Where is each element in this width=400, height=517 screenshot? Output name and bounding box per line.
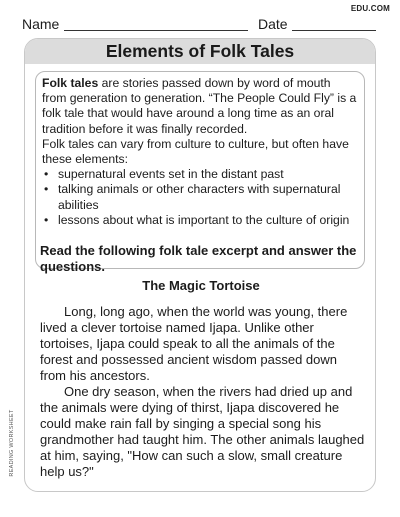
- info-box: [35, 71, 365, 269]
- elements-list: [42, 167, 358, 228]
- date-line: [292, 30, 376, 31]
- instructions: Read the following folk tale excerpt and answer the questions.: [40, 243, 357, 274]
- definition-text: are stories passed down by word of mouth from generation to generation. “The People Could Fly” is a folk tale that would have around a long time as an oral tradition before it was finally recorded.: [42, 76, 357, 136]
- term-folk-tales: Folk tales: [42, 76, 99, 90]
- story-title: The Magic Tortoise: [142, 278, 260, 293]
- worksheet-header: [0, 0, 400, 36]
- worksheet-panel: [24, 38, 376, 492]
- side-label: READING WORKSHEET: [9, 409, 15, 477]
- story-excerpt: [40, 304, 365, 480]
- name-label: Name: [22, 16, 60, 32]
- list-item: • supernatural events set in the distant past: [42, 167, 358, 182]
- list-item: • talking animals or other characters with supernatural abilities: [42, 182, 358, 212]
- elements-intro: Folk tales can vary from culture to culture, but often have these elements:: [42, 136, 349, 167]
- date-label: Date: [258, 16, 288, 32]
- story-paragraph: One dry season, when the rivers had dried up and the animals were dying of thirst, Ijapa discovered he could make rain fall by singing a special song his grandmother had taught him. The other animals laughed at him, saying, "How can such a slow, small creature help us?": [40, 384, 365, 479]
- name-line: [64, 30, 248, 31]
- brand-logo: EDU.COM: [350, 4, 390, 13]
- definition-paragraph: [42, 76, 358, 137]
- list-item: • lessons about what is important to the culture of origin: [42, 213, 358, 228]
- story-paragraph: Long, long ago, when the world was young, there lived a clever tortoise named Ijapa. Unlike other tortoises, Ijapa could speak to all the animals of the forest and possessed ancient wisdom passed down from his ancestors.: [40, 304, 348, 383]
- worksheet-title: Elements of Folk Tales: [25, 39, 375, 64]
